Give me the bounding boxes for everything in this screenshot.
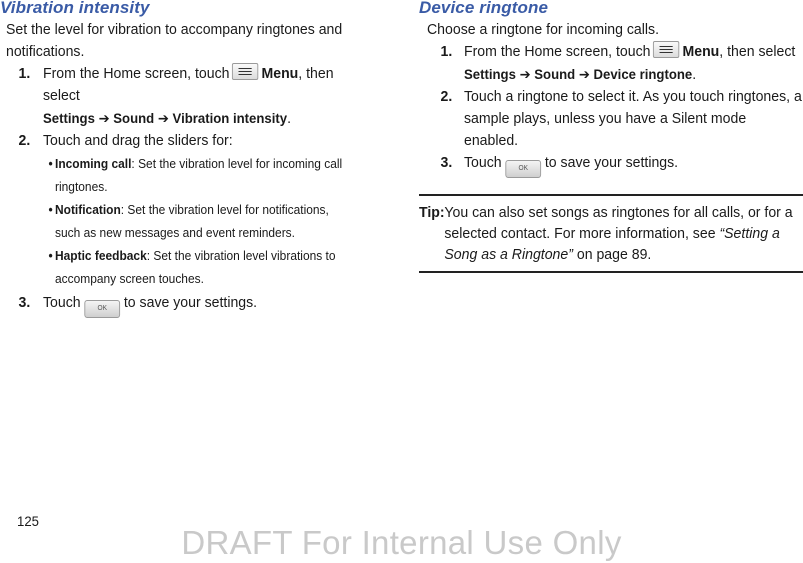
step-number: 3. (18, 294, 31, 311)
ok-button: OK (505, 160, 541, 178)
step-1: 1. From the Home screen, touch Menu, then select Settings ➔ Sound ➔ Vibration intensity. (18, 65, 334, 127)
step-number: 1. (440, 43, 453, 60)
step-number: 3. (440, 154, 453, 171)
step-2: 2. Touch and drag the sliders for: (43, 130, 364, 152)
ok-button: OK (84, 300, 120, 318)
section-intro: Set the level for vibration to accompany ringtones and notifications. (6, 21, 343, 60)
section-title-vibration-intensity: Vibration intensity (0, 0, 150, 17)
bullet-label: Notification (55, 202, 121, 217)
menu-label: Menu (261, 65, 299, 82)
section-intro: Choose a ringtone for incoming calls. (427, 21, 659, 38)
step-3: 3. Touch OK to save your settings. (43, 292, 364, 318)
bullet-label: Incoming call (55, 156, 132, 171)
bullet-incoming-call: • Incoming call: Set the vibration level for incoming call ringtones. (48, 156, 343, 194)
step-2: 2. Touch a ringtone to select it. As you touch ringtones, a sample plays, unless you have a Silent mode enabled. (440, 88, 802, 149)
step-3: 3. Touch OK to save your settings. (464, 152, 802, 178)
settings-path: Settings ➔ Sound ➔ Device ringtone (464, 66, 693, 82)
bullet-notification: • Notification: Set the vibration level for notifications, such as new messages and event reminders. (48, 202, 329, 240)
bullet-label: Haptic feedback (55, 248, 147, 263)
section-title-device-ringtone: Device ringtone (419, 0, 549, 17)
step-number: 2. (440, 88, 453, 105)
step-1: 1. From the Home screen, touch Menu, then select Settings ➔ Sound ➔ Device ringtone. (440, 43, 796, 83)
tip-box: Tip: You can also set songs as ringtones for all calls, or for a selected contact. For more information, see “Setting a Song as a Ringtone” on page 89. (419, 194, 803, 273)
tip-cross-reference: “Setting a Song as a Ringtone” (444, 225, 780, 263)
settings-path: Settings ➔ Sound ➔ Vibration intensity (43, 110, 288, 126)
draft-watermark: DRAFT For Internal Use Only (181, 524, 622, 561)
menu-label: Menu (682, 43, 720, 60)
step-number: 2. (18, 132, 31, 149)
menu-icon (653, 41, 679, 58)
page-number: 125 (17, 513, 39, 529)
tip-label: Tip: (419, 204, 445, 221)
step-number: 1. (18, 65, 31, 82)
right-column (419, 0, 803, 273)
menu-icon (232, 63, 258, 80)
left-column (0, 0, 385, 318)
bullet-haptic-feedback: • Haptic feedback: Set the vibration level vibrations to accompany screen touches. (48, 248, 336, 286)
tip-text: You can also set songs as ringtones for all calls, or for a selected contact. For more information, see (444, 204, 793, 242)
